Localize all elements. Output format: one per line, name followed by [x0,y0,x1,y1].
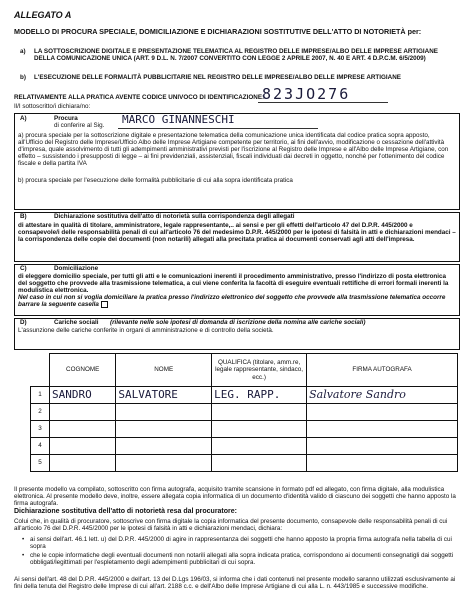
footer-bullet-1-text: ai sensi dell'art. 46.1 lett. u) del D.P.R. 445/2000 di agire in rappresentanza dei soggetti che hanno apposto la propria firma autografa nella tabella di cui sopra [30,536,452,551]
option-b [20,74,454,81]
section-c-heading: Domiciliazione [54,265,99,272]
cognome-cell[interactable]: SANDRO [50,387,116,404]
section-c-letter: C) [20,265,27,272]
signature-cell[interactable] [307,438,458,455]
section-c [14,265,460,308]
cognome-cell[interactable] [50,404,116,421]
table-header-row [31,354,458,387]
footer-privacy: Ai sensi dell'art. 48 del D.P.R. 445/2000 e dell'art. 13 del D.Lgs 196/03, si informa che i dati contenuti nel presente modello saranno utilizzati esclusivamente ai fini della tenuta del Registro delle Imprese di cui all'art. 2188 c.c. e dell'Albo delle Imprese Artigiane di cui alla L. n. 443/1985 e successive modifiche. [14,576,456,591]
section-d-note: (rilevante nelle sole ipotesi di domanda di iscrizione della nomina alle cariche sociali) [110,319,366,326]
row-number: 4 [31,438,50,455]
footer-declaration: Colui che, in qualità di procuratore, sottoscrive con firma digitale la copia informatica del presente documento, consapevole delle responsabilità penali di cui all'articolo 76 del D.P.R. 445/2000 per le ipotesi di falsità in atti e dichiarazioni mendaci, dichiara: [14,518,448,533]
section-d-letter: D) [20,319,27,326]
section-c-note: Nel caso in cui non si voglia domiciliare la pratica presso l'indirizzo elettronico del soggetto che provvede alla trasmissione telematica occorre barrare la seguente casella [18,294,446,309]
section-a [14,114,460,184]
proxy-name-underline [118,128,318,129]
signature-cell[interactable]: Salvatore Sandro [307,387,458,404]
section-b-text: di attestare in qualità di titolare, amministratore, legale rappresentante,.. ai sensi e per gli effetti dell'articolo 47 del D.P.R. 445/2000 e consapevole/i delle responsabilità penali di cui all'articolo 76 del medesimo D.P.R. 445/2000 per le ipotesi di falsità in atti e dichiarazioni mendaci – la corrispondenza delle copie dei documenti (non notarili) allegati alla precitata pratica ai documenti conservati agli atti dell'impresa. [18,222,456,244]
allegato-label: ALLEGATO A [14,10,72,20]
signature-cell[interactable] [307,404,458,421]
row-number: 2 [31,404,50,421]
nome-cell[interactable] [116,438,212,455]
bullet-icon: • [22,552,25,559]
nome-cell[interactable] [116,455,212,472]
table-row [31,455,458,472]
section-d-text: L'assunzione delle cariche conferite in organi di amministrazione e di controllo della società. [18,327,274,334]
qualifica-cell[interactable] [212,421,307,438]
signature-cell[interactable] [307,455,458,472]
row-number: 5 [31,455,50,472]
code-underline [258,102,388,103]
footer-heading: Dichiarazione sostitutiva dell'atto di notorietà resa dal procuratore: [14,508,237,515]
option-a-letter: a) [20,48,26,55]
procura-a-text: a) procura speciale per la sottoscrizione digitale e presentazione telematica della comunicazione unica identificata dal codice pratica sopra apposto, all'Ufficio del Registro delle Imprese/Ufficio Albo delle Imprese Artigiane competente per territorio, ai fini dell'avvio, modificazione o cessazione dell'attività d'impresa, quale assolvimento di tutti gli adempimenti amministrativi previsti per l'iscrizione al Registro delle Imprese e all'Albo delle Imprese Artigiane, con effetto – sussistendo i presupposti di legge – ai fini previdenziali, assistenziali, fiscali individuati dai decreti in oggetto, nonché per l'ottenimento del codice fiscale e della partita IVA [18,132,449,168]
section-b [14,213,460,243]
option-b-text: L'ESECUZIONE DELLE FORMALITÀ PUBBLICITARIE NEL REGISTRO DELLE IMPRESE/ALBO DELLE IMPRESE ARTIGIANE [34,74,401,81]
qualifica-cell[interactable] [212,404,307,421]
footer-bullet-2 [22,552,458,567]
signature-cell[interactable] [307,421,458,438]
code-value-field[interactable]: 823JO276 [262,85,351,103]
section-d-heading: Cariche sociali [54,319,99,326]
footer-instructions: Il presente modello va compilato, sottoscritto con firma autografa, acquisito tramite scansione in formato pdf ed allegato, con firma digitale, alla modulistica elettronica. Al presente modello deve, inoltre, essere allegata copia informatica di un documento d'identità valido di ciascuno dei soggetti che hanno apposto la firma autografa. [14,486,456,508]
form-title: MODELLO DI PROCURA SPECIALE, DOMICILIAZIONE E DICHIARAZIONI SOSTITUTIVE DELL'ATTO DI NOTORIETÀ per: [14,27,422,36]
qualifica-cell[interactable] [212,455,307,472]
section-b-letter: B) [20,213,27,220]
row-number: 1 [31,387,50,404]
procura-label: Procura [54,115,78,122]
qualifica-cell[interactable] [212,438,307,455]
bullet-icon: • [22,536,25,543]
table-row [31,404,458,421]
section-d [14,319,460,334]
cognome-cell[interactable] [50,455,116,472]
conferire-label: di conferire al Sig. [54,122,105,129]
section-a-letter: A) [20,115,27,122]
proxy-name-field[interactable]: MARCO GINANNESCHI [122,113,235,126]
table-header-firma: FIRMA AUTOGRAFA [307,354,458,387]
section-b-heading: Dichiarazione sostitutiva dell'atto di notorietà sulla corrispondenza degli allegati [54,213,295,220]
qualifica-cell[interactable]: LEG. RAPP. [212,387,307,404]
section-c-text: di eleggere domicilio speciale, per tutti gli atti e le comunicazioni inerenti il procedimento amministrativo, presso l'indirizzo di posta elettronica del soggetto che provvede alla trasmissione telematica, a cui viene conferita la facoltà di eseguire eventuali rettifiche di errori formali inerenti la modulistica elettronica. [18,273,449,295]
option-a-text: LA SOTTOSCRIZIONE DIGITALE E PRESENTAZIONE TELEMATICA AL REGISTRO DELLE IMPRESE/ALBO DELLE IMPRESE ARTIGIANE DELLA COMUNICAZIONE UNICA (ART. 9 D.L. N. 7/2007 CONVERTITO CON LEGGE 2 APRILE 2007, N. 40 E ART. 4 D.P.C.M. 6/5/2009) [34,48,438,63]
cognome-cell[interactable] [50,421,116,438]
table-header-blank [31,354,50,387]
table-header-cognome: COGNOME [50,354,116,387]
undersigned-label: Il/I sottoscritto/i dichiara/no: [14,103,91,110]
table-row [31,421,458,438]
table-header-nome: NOME [116,354,212,387]
row-number: 3 [31,421,50,438]
footer-bullet-1 [22,536,458,551]
table-row [31,387,458,404]
nome-cell[interactable]: SALVATORE [116,387,212,404]
cognome-cell[interactable] [50,438,116,455]
code-label: RELATIVAMENTE ALLA PRATICA AVENTE CODICE UNIVOCO DI IDENTIFICAZIONE: [14,94,265,101]
nome-cell[interactable] [116,404,212,421]
officers-table [30,353,458,472]
table-row [31,438,458,455]
option-a [20,48,454,63]
footer-bullet-2-text: che le copie informatiche degli eventuali documenti non notarili allegati alla sopra indicata pratica, corrispondono ai documenti consegnatigli dai soggetti obbligati/legittimati per l'espletamento degli adempimenti pubblicitari di cui sopra. [30,552,454,567]
nome-cell[interactable] [116,421,212,438]
option-b-letter: b) [20,74,26,81]
no-domicile-checkbox[interactable] [101,301,108,308]
procura-b-text: b) procura speciale per l'esecuzione delle formalità pubblicitarie di cui alla sopra identificata pratica [18,177,293,185]
table-header-qualifica: QUALIFICA (titolare, amm.re, legale rappresentante, sindaco, ecc.) [212,354,307,387]
